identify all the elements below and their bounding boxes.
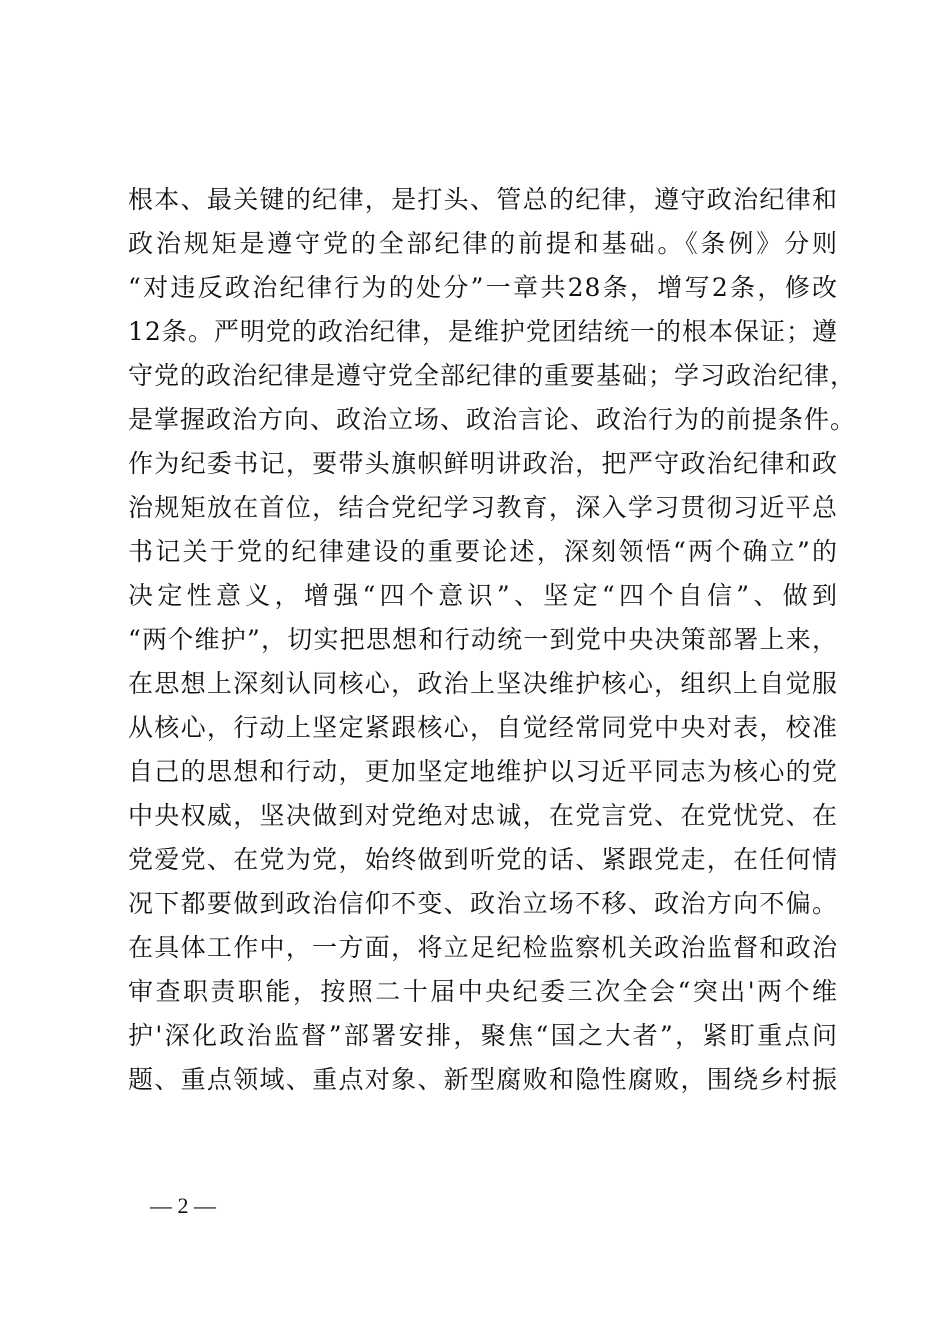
text-line: 治规矩放在首位，结合党纪学习教育，深入学习贯彻习近平总 <box>128 493 838 522</box>
text-line: “两个维护”，切实把思想和行动统一到党中央决策部署上来， <box>128 625 838 654</box>
text-line: 题、重点领域、重点对象、新型腐败和隐性腐败，围绕乡村振 <box>128 1065 838 1094</box>
text-line: 是掌握政治方向、政治立场、政治言论、政治行为的前提条件。 <box>128 405 857 434</box>
text-line: 中央权威，坚决做到对党绝对忠诚，在党言党、在党忧党、在 <box>128 801 838 830</box>
text-line: “对违反政治纪律行为的处分”一章共28条，增写2条，修改 <box>128 273 838 302</box>
text-line: 审查职责职能，按照二十届中央纪委三次全会“突出'两个维 <box>128 977 838 1006</box>
text-line: 从核心，行动上坚定紧跟核心，自觉经常同党中央对表，校准 <box>128 713 838 742</box>
text-line: 护'深化政治监督”部署安排，聚焦“国之大者”，紧盯重点问 <box>128 1021 838 1050</box>
text-line: 自己的思想和行动，更加坚定地维护以习近平同志为核心的党 <box>128 757 838 786</box>
text-line: 在思想上深刻认同核心，政治上坚决维护核心，组织上自觉服 <box>128 669 838 698</box>
text-line: 党爱党、在党为党，始终做到听党的话、紧跟党走，在任何情 <box>128 845 838 874</box>
text-line: 况下都要做到政治信仰不变、政治立场不移、政治方向不偏。 <box>128 889 838 918</box>
text-line: 决定性意义，增强“四个意识”、坚定“四个自信”、做到 <box>128 581 839 610</box>
text-line: 书记关于党的纪律建设的重要论述，深刻领悟“两个确立”的 <box>128 537 838 566</box>
text-line: 政治规矩是遵守党的全部纪律的前提和基础。《条例》分则 <box>128 229 838 258</box>
body-paragraph <box>128 178 857 1102</box>
text-line: 在具体工作中，一方面，将立足纪检监察机关政治监督和政治 <box>128 933 838 962</box>
text-line: 守党的政治纪律是遵守党全部纪律的重要基础；学习政治纪律， <box>128 361 857 390</box>
text-line: 12条。严明党的政治纪律，是维护党团结统一的根本保证；遵 <box>128 317 838 346</box>
page-number: — 2 — <box>150 1193 216 1218</box>
text-line: 作为纪委书记，要带头旗帜鲜明讲政治，把严守政治纪律和政 <box>128 449 838 478</box>
text-line: 根本、最关键的纪律，是打头、管总的纪律，遵守政治纪律和 <box>128 185 838 214</box>
